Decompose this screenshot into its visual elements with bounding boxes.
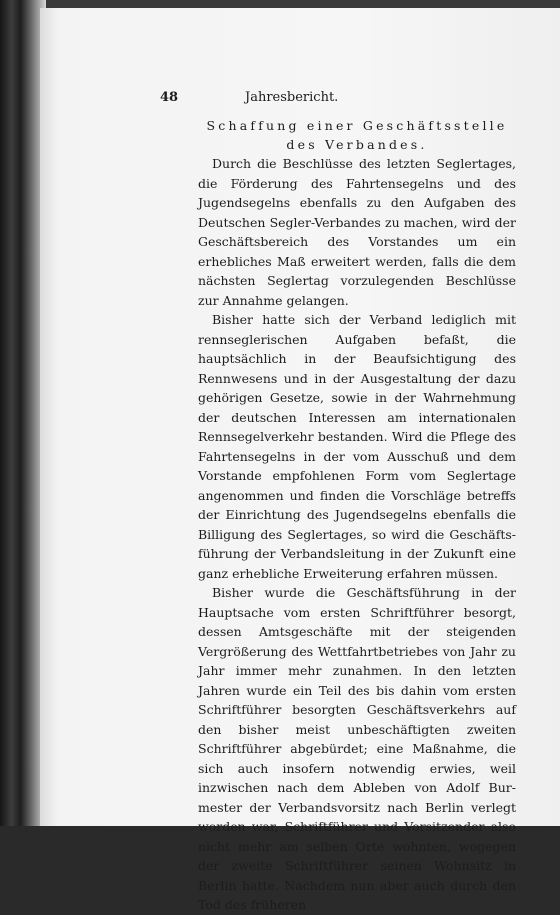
paragraph: Bisher wurde die Geschäftsführung in der Hauptsache vom ersten Schriftführer besorgt, dessen Amtsgeschäfte mit der steigenden Vergrößerung des Wettfahrtbetriebes von Jahr zu Jahr immer mehr zunahmen. In den letzten Jahren wurde ein Teil des bis dahin vom ersten Schriftführer besorgten Geschäftsverkehrs auf den bisher meist unbeschäftigten zweiten Schriftführer abgebürdet; eine Maßnahme, die sich auch insofern notwendig erwies, weil inzwischen nach dem Ableben von Adolf Burmester der Verbandsvorsitz nach Berlin verlegt worden war, Schriftführer und Vorsitzender also nicht mehr am selben Orte wohnten, wogegen der zweite Schriftführer seinen Wohnsitz in Berlin hatte. Nachdem nun aber auch durch den Tod des früheren xyxy=(198,585,516,912)
page-header xyxy=(160,90,500,110)
page-content xyxy=(198,116,516,915)
paragraph: Durch die Beschlüsse des letzten Seglertages, die Förderung des Fahrtensegelns und des Jugendsegelns ebenfalls zu den Aufgaben des Deutschen Segler-Verbandes zu machen, wird der Geschäftsbereich des Vorstandes um ein erhebliches Maß erweitert werden, falls die dem nächsten Seglertag vorzulegenden Beschlüsse zur Annahme gelangen. xyxy=(198,156,516,308)
section-heading: Schaffung einer Geschäftsstelle des Verbandes. xyxy=(206,118,508,152)
page-number: 48 xyxy=(160,90,179,105)
paragraph: Bisher hatte sich der Verband lediglich mit rennseglerischen Aufgaben befaßt, die hauptsächlich in der Beaufsichtigung des Rennwesens und in der Ausgestaltung der dazu gehörigen Gesetze, sowie in der Wahrnehmung der deutschen Interessen am internationalen Rennsegelverkehr bestanden. Wird die Pflege des Fahrtensegelns in der vom Ausschuß und dem Vorstande empfohlenen Form vom Seglertage angenommen und finden die Vorschläge betreffs der Einrichtung des Jugendsegelns ebenfalls die Billigung des Seglertages, so wird die Geschäftsführung der Verbandsleitung in der Zukunft eine ganz erhebliche Erweiterung erfahren müssen. xyxy=(198,312,516,581)
running-title: Jahresbericht. xyxy=(245,90,339,105)
